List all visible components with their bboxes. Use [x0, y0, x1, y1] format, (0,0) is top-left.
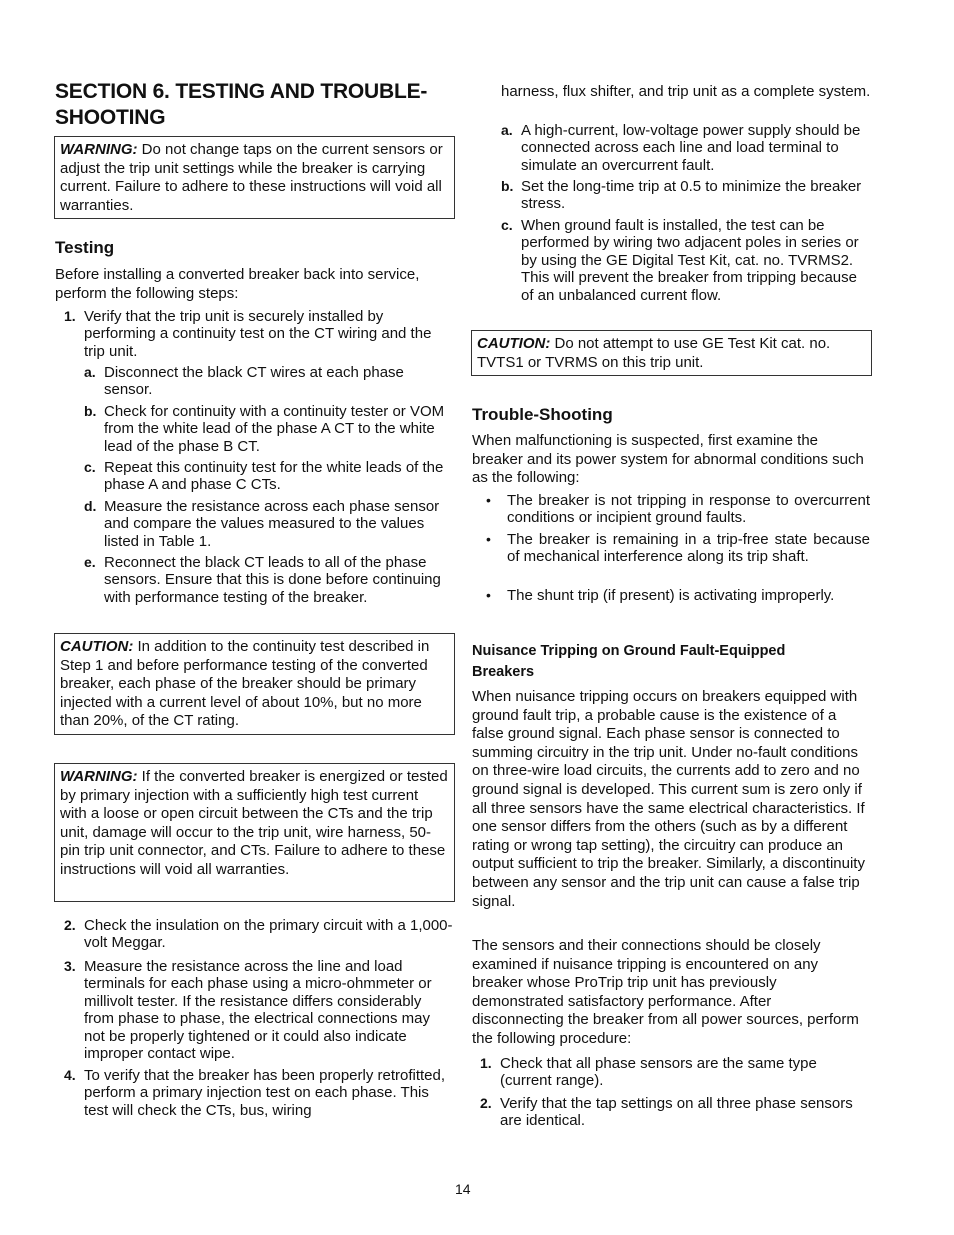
step-4-substep-b: b. Set the long-time trip at 0.5 to minimize the breaker stress.: [501, 178, 862, 213]
step-text: Verify that the trip unit is securely installed by performing a continuity test on the CT wiring and the trip unit.: [84, 308, 432, 360]
nuisance-para-1: When nuisance tripping occurs on breakers equipped with ground fault trip, a probable cause is the existence of a false ground signal. Each phase sensor is connected to summing circuitry in the trip unit. Under no-fault conditions on three-wire load circuits, the currents add to zero and no ground signal is developed. This current sum is zero only if all three sensors have the same electrical characteristics. If one sensor differs from the others (such as by a different rating or wrong tap setting), the circuitry can produce an output sufficient to trip the breaker. Similarly, a discontinuity between any sensor and the trip unit can cause a false trip signal.: [472, 688, 865, 910]
warning-box-1: [54, 136, 455, 219]
testing-heading: Testing: [55, 238, 115, 257]
substep-c: c. Repeat this continuity test for the white leads of the phase A and phase C CTs.: [84, 459, 444, 494]
warning-label: WARNING:: [60, 141, 138, 158]
bullet-icon: •: [486, 492, 491, 508]
nuisance-step-1: 1. Check that all phase sensors are the same type (current range).: [480, 1055, 817, 1090]
step-1: [64, 308, 454, 360]
nuisance-heading: Nuisance Tripping on Ground Fault-Equipped Breakers: [472, 643, 786, 680]
bullet-item: • The shunt trip (if present) is activating improperly.: [486, 587, 835, 604]
step-2: 2. Check the insulation on the primary circuit with a 1,000-volt Meggar.: [64, 917, 453, 952]
bullet-icon: •: [486, 587, 491, 603]
caution-box-1: [54, 633, 455, 735]
substep-d: d. Measure the resistance across each phase sensor and compare the values measured to the values listed in Table 1.: [84, 498, 440, 550]
caution-label: CAUTION:: [477, 335, 551, 352]
warning-box-2: [54, 763, 455, 902]
warning-label: WARNING:: [60, 768, 138, 785]
caution-box-2: [471, 330, 872, 376]
bullet-item: • The breaker is remaining in a trip-free state because of mechanical interference along its trip shaft.: [486, 531, 870, 566]
substep-b: b. Check for continuity with a continuity tester or VOM from the white lead of the phase A CT to the white lead of the phase B CT.: [84, 403, 445, 455]
substep-e: e. Reconnect the black CT leads to all of the phase sensors. Ensure that this is done before continuing with performance testing of the breaker.: [84, 554, 441, 606]
step-4: 4. To verify that the breaker has been properly retrofitted, perform a primary injection test on each phase. This test will check the CTs, bus, wiring: [64, 1067, 446, 1119]
page-number: 14: [455, 1181, 471, 1197]
warning-text: If the converted breaker is energized or tested by primary injection with a sufficiently high test current with a loose or open circuit between the CTs and the trip unit, damage will occur to the trip unit, wire harness, 50-pin trip unit connector, and CTs. Failure to adhere to these instructions will void all warranties.: [60, 768, 448, 878]
substep-a: a. Disconnect the black CT wires at each phase sensor.: [84, 364, 404, 399]
testing-intro: Before installing a converted breaker back into service, perform the following steps:: [55, 266, 420, 302]
step-4-substep-a: a. A high-current, low-voltage power supply should be connected across each line and load terminal to simulate an overcurrent fault.: [501, 122, 861, 174]
step-4-substep-c: c. When ground fault is installed, the test can be performed by wiring two adjacent poles in series or by using the GE Digital Test Kit, cat. no. TVRMS2. This will prevent the breaker from tripping because of an unbalanced current flow.: [501, 217, 859, 304]
section-title: SECTION 6. TESTING AND TROUBLE-SHOOTING: [55, 80, 428, 129]
caution-label: CAUTION:: [60, 638, 134, 655]
bullet-item: • The breaker is not tripping in response to overcurrent conditions or incipient ground faults.: [486, 492, 870, 527]
troubleshooting-heading: Trouble-Shooting: [472, 405, 613, 424]
troubleshooting-intro: When malfunctioning is suspected, first examine the breaker and its power system for abnormal conditions such as the following:: [472, 432, 864, 487]
nuisance-step-2: 2. Verify that the tap settings on all three phase sensors are identical.: [480, 1095, 853, 1130]
caution-text: Do not attempt to use GE Test Kit cat. no. TVTS1 or TVRMS on this trip unit.: [477, 335, 831, 371]
caution-text: In addition to the continuity test described in Step 1 and before performance testing of the converted breaker, each phase of the breaker should be primary injected with a current level of about 10%, but no more than 20%, of the CT rating.: [60, 638, 430, 730]
nuisance-para-2: The sensors and their connections should be closely examined if nuisance tripping is encountered on any breaker whose ProTrip trip unit has previously demonstrated satisfactory performance. After disconnecting the breaker from all power sources, perform the following procedure:: [472, 937, 859, 1047]
bullet-icon: •: [486, 531, 491, 547]
step-4-continued: harness, flux shifter, and trip unit as a complete system.: [501, 83, 871, 100]
warning-text: Do not change taps on the current sensors or adjust the trip unit settings while the breaker is carrying current. Failure to adhere to these instructions will void all warranties.: [60, 141, 443, 214]
step-number: 1.: [64, 308, 76, 324]
step-3: 3. Measure the resistance across the line and load terminals for each phase using a micro-ohmmeter or millivolt tester. If the resistance differs considerably from phase to phase, the electrical connections may not be properly tightened or it could also indicate improper contact wipe.: [64, 958, 432, 1063]
